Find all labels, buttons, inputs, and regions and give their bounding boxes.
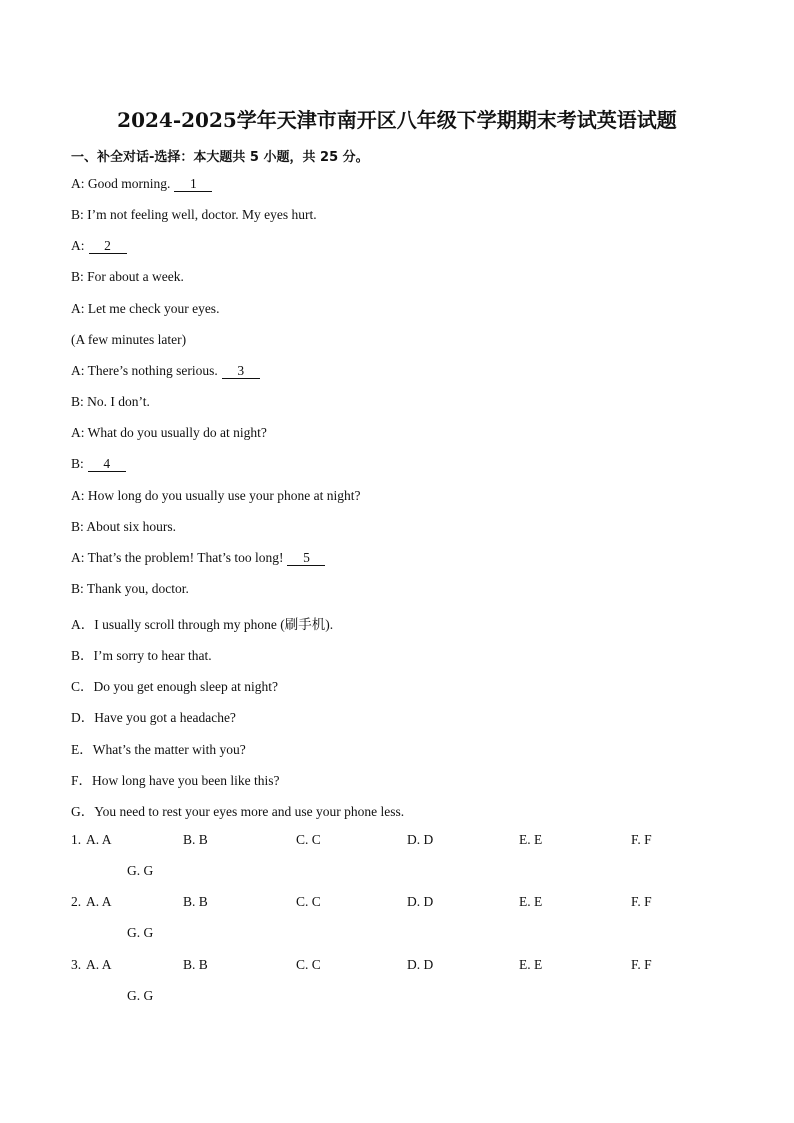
answer-option[interactable]: D. D bbox=[407, 894, 434, 910]
question-row bbox=[71, 832, 721, 850]
dialogue-text: A: That’s the problem! That’s too long! bbox=[71, 549, 284, 565]
answer-option[interactable]: G. G bbox=[127, 863, 154, 879]
answer-option[interactable]: G. G bbox=[127, 987, 154, 1003]
dialogue-line bbox=[71, 519, 176, 535]
choice-item: C．Do you get enough sleep at night? bbox=[71, 679, 278, 695]
answer-option[interactable]: C. C bbox=[296, 832, 321, 847]
choice-item: G．You need to rest your eyes more and use your phone less. bbox=[71, 803, 405, 819]
question-number: 2. bbox=[71, 894, 82, 910]
dialogue-text: A: What do you usually do at night? bbox=[71, 425, 267, 441]
answer-option[interactable]: D. D bbox=[407, 956, 434, 972]
dialogue-line bbox=[71, 456, 126, 472]
dialogue-line bbox=[71, 301, 219, 317]
dialogue-text: (A few minutes later) bbox=[71, 331, 187, 347]
question-row bbox=[71, 957, 721, 975]
answer-option[interactable]: F. F bbox=[631, 832, 652, 847]
answer-option[interactable]: E. E bbox=[519, 956, 543, 972]
answer-option[interactable]: E. E bbox=[519, 832, 543, 847]
answer-blank: 5 bbox=[287, 551, 325, 566]
dialogue-line bbox=[71, 581, 189, 597]
answer-option[interactable]: C. C bbox=[296, 894, 321, 910]
dialogue-text: A: How long do you usually use your phone at night? bbox=[71, 487, 361, 503]
choice-item: B．I’m sorry to hear that. bbox=[71, 648, 212, 664]
choice-item: D．Have you got a headache? bbox=[71, 710, 236, 726]
dialogue-line bbox=[71, 550, 325, 566]
answer-blank: 4 bbox=[88, 457, 126, 472]
answer-option[interactable]: C. C bbox=[296, 956, 321, 972]
dialogue-line bbox=[71, 488, 360, 504]
dialogue-text: B: bbox=[71, 456, 84, 472]
dialogue-text: B: Thank you, doctor. bbox=[71, 580, 189, 596]
question-number: 3. bbox=[71, 956, 82, 972]
dialogue-line bbox=[71, 207, 317, 223]
section-heading: 一、补全对话-选择：本大题共 5 小题，共 25 分。 bbox=[71, 150, 369, 165]
dialogue-line bbox=[71, 238, 127, 254]
answer-blank: 2 bbox=[89, 239, 127, 254]
answer-option[interactable]: B. B bbox=[183, 832, 208, 847]
answer-option[interactable]: B. B bbox=[183, 894, 208, 910]
dialogue-text: B: No. I don’t. bbox=[71, 394, 150, 410]
question-row bbox=[71, 894, 721, 912]
choice-item: A．I usually scroll through my phone (刷手机). bbox=[71, 617, 334, 632]
dialogue-line bbox=[71, 394, 150, 410]
dialogue-line bbox=[71, 269, 184, 285]
answer-option[interactable]: A. A bbox=[86, 956, 112, 972]
answer-option[interactable]: A. A bbox=[86, 832, 112, 847]
dialogue-text: A: There’s nothing serious. bbox=[71, 362, 218, 378]
dialogue-text: A: bbox=[71, 238, 85, 254]
answer-option[interactable]: D. D bbox=[407, 832, 434, 847]
dialogue-line bbox=[71, 363, 260, 379]
question-number: 1. bbox=[71, 832, 82, 847]
answer-option[interactable]: G. G bbox=[127, 925, 154, 941]
dialogue-text: A: Let me check your eyes. bbox=[71, 300, 220, 316]
answer-blank: 1 bbox=[174, 177, 212, 192]
dialogue-text: A: Good morning. bbox=[71, 176, 171, 191]
dialogue-line bbox=[71, 176, 212, 192]
dialogue-line bbox=[71, 425, 267, 441]
answer-option[interactable]: F. F bbox=[631, 894, 652, 910]
dialogue-text: B: About six hours. bbox=[71, 518, 177, 534]
dialogue-text: B: For about a week. bbox=[71, 269, 184, 285]
choice-item: F．How long have you been like this? bbox=[71, 772, 280, 788]
answer-option[interactable]: E. E bbox=[519, 894, 543, 910]
dialogue-text: B: I’m not feeling well, doctor. My eyes hurt. bbox=[71, 207, 317, 223]
dialogue-line bbox=[71, 332, 186, 348]
page-title: 2024-2025学年天津市南开区八年级下学期期末考试英语试题 bbox=[117, 108, 677, 132]
answer-option[interactable]: F. F bbox=[631, 956, 652, 972]
answer-option[interactable]: B. B bbox=[183, 956, 208, 972]
answer-blank: 3 bbox=[222, 364, 260, 379]
answer-option[interactable]: A. A bbox=[86, 894, 112, 910]
choice-item: E．What’s the matter with you? bbox=[71, 741, 246, 757]
